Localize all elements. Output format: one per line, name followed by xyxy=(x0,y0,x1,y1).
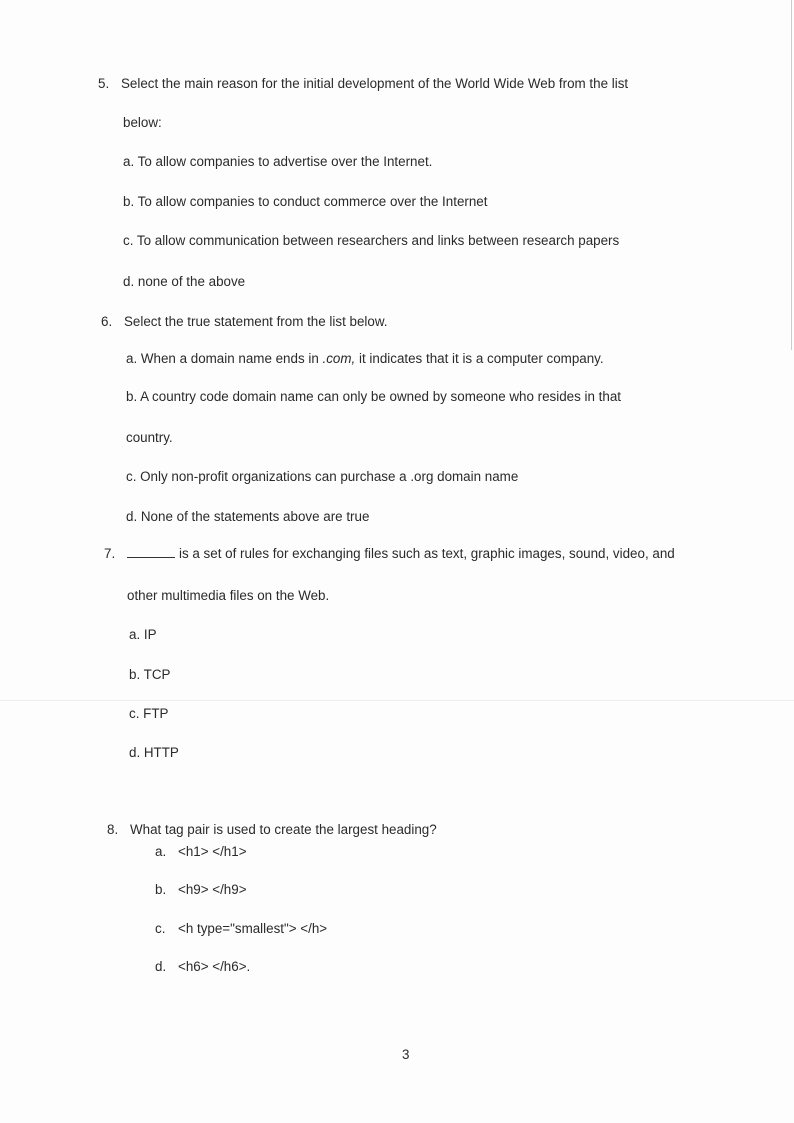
option: b. TCP xyxy=(129,667,171,682)
option: c. To allow communication between researchers and links between research papers xyxy=(123,233,620,248)
scan-fold xyxy=(0,700,794,701)
option: a. IP xyxy=(129,627,157,642)
option: <h9> </h9> xyxy=(178,882,247,897)
option: d. none of the above xyxy=(123,274,246,289)
option: a. To allow companies to advertise over the Internet. xyxy=(123,154,433,169)
option: <h type="smallest"> </h> xyxy=(178,921,328,936)
option: c. Only non-profit organizations can purchase a .org domain name xyxy=(126,469,519,484)
option: d. None of the statements above are true xyxy=(126,509,370,524)
option: a. When a domain name ends in .com, it indicates that it is a computer company. xyxy=(126,351,604,366)
option: b. To allow companies to conduct commerce over the Internet xyxy=(123,194,488,209)
answer-blank xyxy=(127,545,175,558)
option: c. FTP xyxy=(129,706,169,721)
option: d. HTTP xyxy=(129,745,179,760)
option: <h6> </h6>. xyxy=(178,959,251,974)
option: b. A country code domain name can only be owned by someone who resides in that xyxy=(126,389,622,404)
page-number: 3 xyxy=(402,1047,410,1062)
scan-edge xyxy=(791,0,792,350)
option: <h1> </h1> xyxy=(178,844,247,859)
